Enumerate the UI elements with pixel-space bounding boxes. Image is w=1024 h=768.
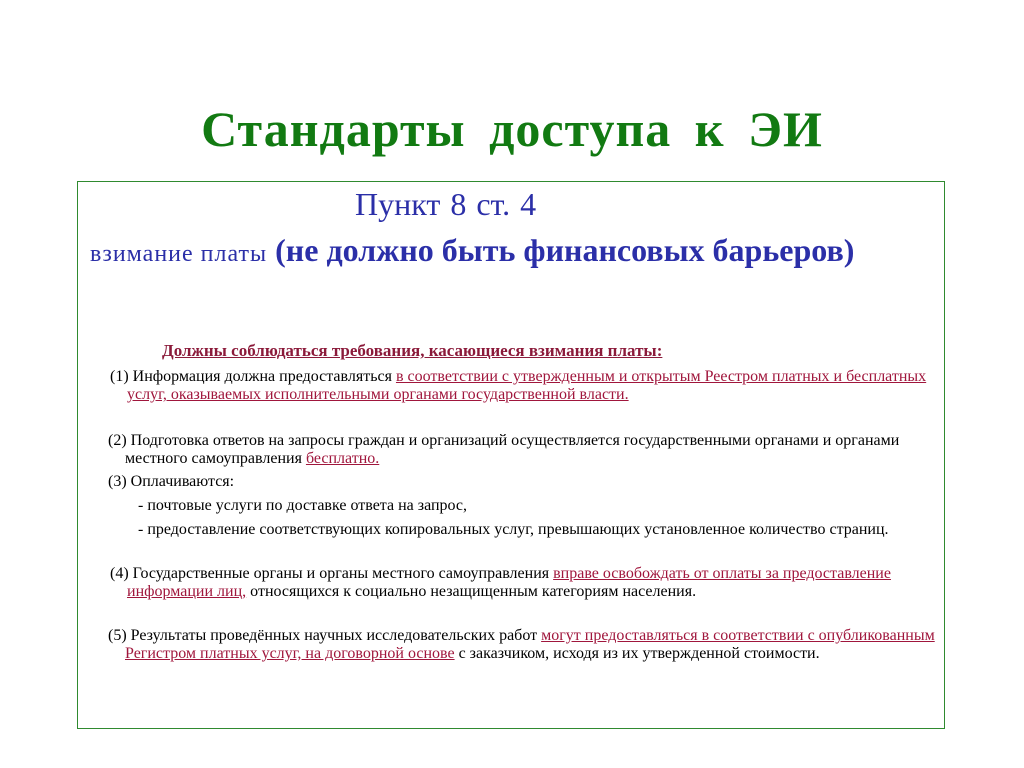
requirement-subitem-copying: - предоставление соответствующих копировальных услуг, превышающих установленное количество страниц. <box>138 521 889 538</box>
requirement-link-2[interactable]: бесплатно. <box>305 450 380 467</box>
requirement-item-5: (5) Результаты проведённых научных исследовательских работ могут предоставляться в соответствии с опубликованным Регистром платных услуг, на договорной основе с заказчиком, исходя из их утвержденной стоимости. <box>108 627 935 662</box>
requirement-item-1: (1) Информация должна предоставляться в соответствии с утвержденным и открытым Реестром платных и бесплатных услуг, оказываемых исполнительными органами государственной власти. <box>110 368 927 403</box>
requirement-item-2: (2) Подготовка ответов на запросы граждан и организаций осуществляется государственными органами и органами местного самоуправления бесплатно. <box>108 432 900 467</box>
requirement-item-3: (3) Оплачиваются: <box>108 473 235 490</box>
requirement-link-1[interactable]: в соответствии с утвержденным и открытым Реестром платных и бесплатных услуг, оказываемых исполнительными органами государственной власти. <box>127 368 927 403</box>
lead-statement <box>90 231 972 273</box>
section-heading: Пункт 8 ст. 4 <box>355 186 537 222</box>
requirement-link-5[interactable]: могут предоставляться в соответствии с опубликованным Регистром платных услуг, на договорной основе <box>125 627 935 662</box>
slide-title: Стандарты доступа к ЭИ <box>201 101 823 157</box>
requirement-link-4[interactable]: вправе освобождать от оплаты за предоставление информации лиц, <box>127 565 891 600</box>
requirement-subitem-postal: - почтовые услуги по доставке ответа на запрос, <box>138 497 468 514</box>
lead-caps: взимание платы <box>90 241 268 267</box>
requirements-subheading: Должны соблюдаться требования, касающиеся взимания платы: <box>162 341 663 360</box>
lead-rest: (не должно быть финансовых барьеров) <box>267 232 855 268</box>
requirement-item-4: (4) Государственные органы и органы местного самоуправления вправе освобождать от оплаты за предоставление информации лиц, относящихся к социально незащищенным категориям населения. <box>110 565 891 600</box>
